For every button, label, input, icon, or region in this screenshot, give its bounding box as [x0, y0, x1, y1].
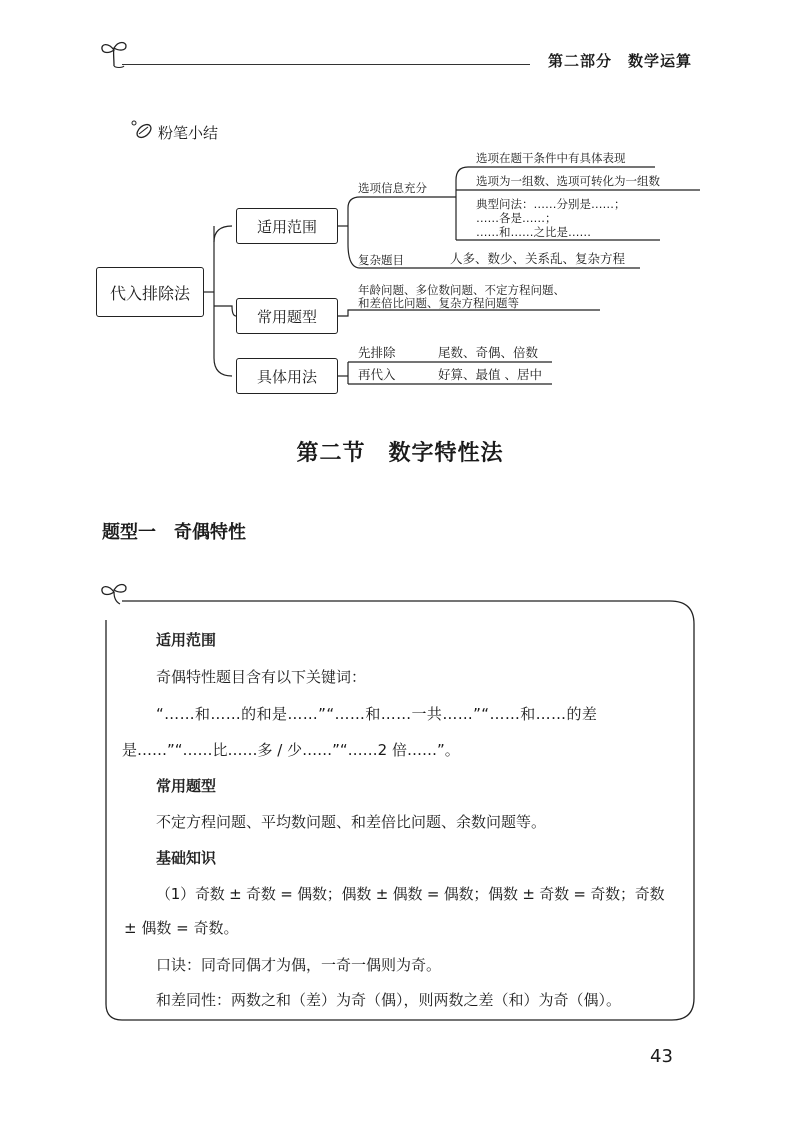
option-item: 选项为一组数、选项可转化为一组数 [476, 174, 660, 188]
question-type-title: 题型一 奇偶特性 [102, 522, 246, 543]
types-item: 年龄问题、多位数问题、不定方程问题、 [358, 283, 565, 297]
option-item: 选项在题干条件中有具体表现 [476, 151, 626, 165]
summary-title: 粉笔小结 [158, 124, 219, 142]
mindmap-root: 代入排除法 [96, 267, 204, 317]
page-number: 43 [650, 1046, 673, 1067]
card-types-heading: 常用题型 [156, 777, 217, 795]
card-keywords-line: 是……”“……比……多 / 少……”“……2 倍……”。 [122, 741, 460, 759]
card-sum-diff: 和差同性：两数之和（差）为奇（偶），则两数之差（和）为奇（偶）。 [156, 991, 622, 1009]
header-part-title: 第二部分 数学运算 [548, 52, 693, 70]
option-item: ……和……之比是…… [476, 225, 591, 239]
option-item: ……各是……； [476, 211, 557, 225]
card-keywords-line: “……和……的和是……”“……和……一共……”“……和……的差 [156, 705, 598, 723]
card-mnemonic: 口诀：同奇同偶才为偶，一奇一偶则为奇。 [156, 956, 442, 974]
card-basics-line: ± 偶数 = 奇数。 [124, 919, 239, 937]
node-option-info: 选项信息充分 [358, 181, 427, 195]
card-types-text: 不定方程问题、平均数问题、和差倍比问题、余数问题等。 [156, 813, 547, 831]
node-exclude-first: 先排除 [358, 345, 396, 360]
substitute-detail: 好算、最值 、居中 [438, 367, 542, 382]
card-basics-line: （1）奇数 ± 奇数 = 偶数；偶数 ± 偶数 = 偶数；偶数 ± 奇数 = 奇数；奇数 [156, 885, 665, 903]
option-item: 典型问法：……分别是……； [476, 197, 626, 211]
types-item: 和差倍比问题、复杂方程问题等 [358, 296, 519, 310]
branch-types: 常用题型 [236, 298, 338, 334]
node-substitute: 再代入 [358, 367, 396, 382]
branch-scope: 适用范围 [236, 208, 338, 244]
exclude-detail: 尾数、奇偶、倍数 [438, 345, 539, 360]
card-basics-heading: 基础知识 [156, 849, 217, 867]
node-complex: 复杂题目 [358, 253, 404, 267]
branch-usage: 具体用法 [236, 358, 338, 394]
card-scope-intro: 奇偶特性题目含有以下关键词： [156, 668, 367, 686]
complex-item: 人多、数少、关系乱、复杂方程 [450, 251, 626, 266]
card-scope-heading: 适用范围 [156, 631, 217, 649]
section-title: 第二节 数字特性法 [296, 441, 504, 466]
